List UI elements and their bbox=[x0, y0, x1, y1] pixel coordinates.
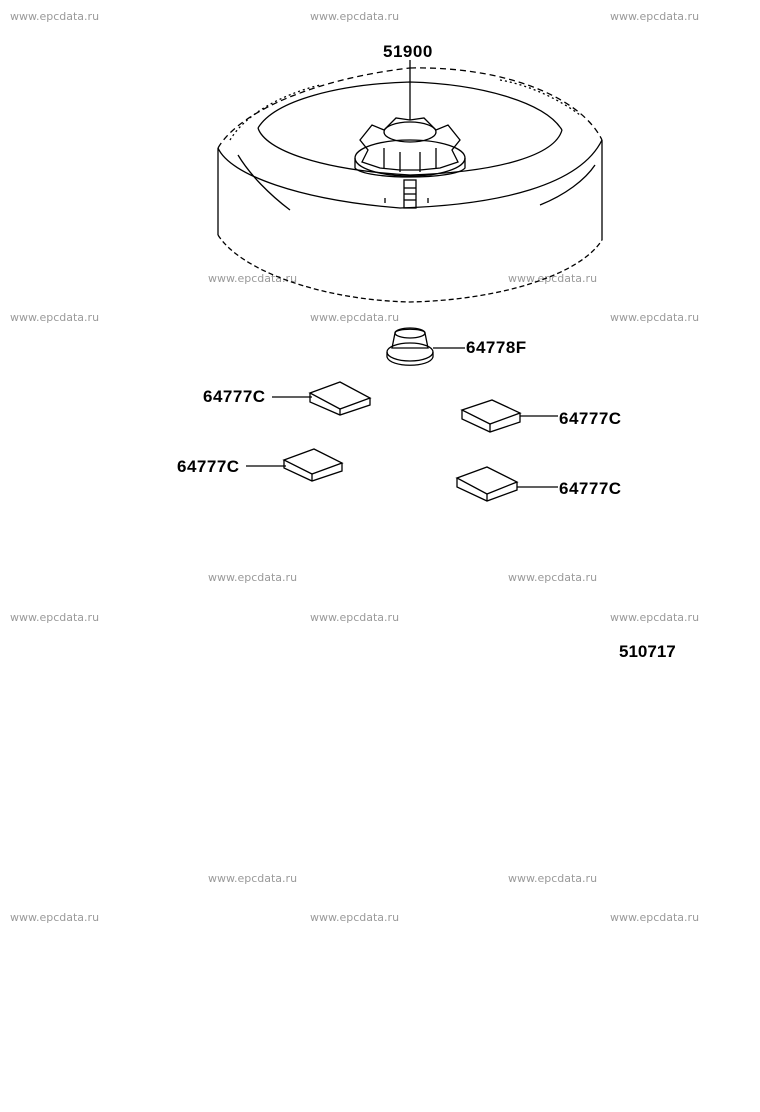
part-number-64777c: 64777C bbox=[559, 409, 622, 428]
watermark: www.epcdata.ru bbox=[10, 10, 100, 23]
watermark: www.epcdata.ru bbox=[610, 10, 700, 23]
watermark: www.epcdata.ru bbox=[610, 311, 700, 324]
watermark: www.epcdata.ru bbox=[610, 911, 700, 924]
part-number-51900: 51900 bbox=[383, 42, 433, 61]
hub-nut-drawing bbox=[355, 118, 465, 208]
watermark: www.epcdata.ru bbox=[310, 10, 400, 23]
watermark: www.epcdata.ru bbox=[208, 872, 298, 885]
pad-drawing bbox=[272, 382, 370, 415]
watermark: www.epcdata.ru bbox=[10, 311, 100, 324]
watermark: www.epcdata.ru bbox=[310, 611, 400, 624]
part-number-64778f: 64778F bbox=[466, 338, 527, 357]
watermark: www.epcdata.ru bbox=[508, 272, 598, 285]
pad-drawing bbox=[246, 449, 342, 481]
stopper-drawing bbox=[387, 328, 465, 365]
watermark: www.epcdata.ru bbox=[208, 272, 298, 285]
watermark: www.epcdata.ru bbox=[10, 911, 100, 924]
watermark: www.epcdata.ru bbox=[310, 311, 400, 324]
part-number-64777c: 64777C bbox=[203, 387, 266, 406]
watermark: www.epcdata.ru bbox=[208, 571, 298, 584]
watermark: www.epcdata.ru bbox=[610, 611, 700, 624]
watermark: www.epcdata.ru bbox=[508, 872, 598, 885]
pad-drawing bbox=[457, 467, 558, 501]
part-number-64777c: 64777C bbox=[559, 479, 622, 498]
illustration-number: 510717 bbox=[619, 642, 676, 661]
pad-drawing bbox=[462, 400, 558, 432]
watermark: www.epcdata.ru bbox=[10, 611, 100, 624]
watermark: www.epcdata.ru bbox=[508, 571, 598, 584]
part-number-64777c: 64777C bbox=[177, 457, 240, 476]
watermark: www.epcdata.ru bbox=[310, 911, 400, 924]
